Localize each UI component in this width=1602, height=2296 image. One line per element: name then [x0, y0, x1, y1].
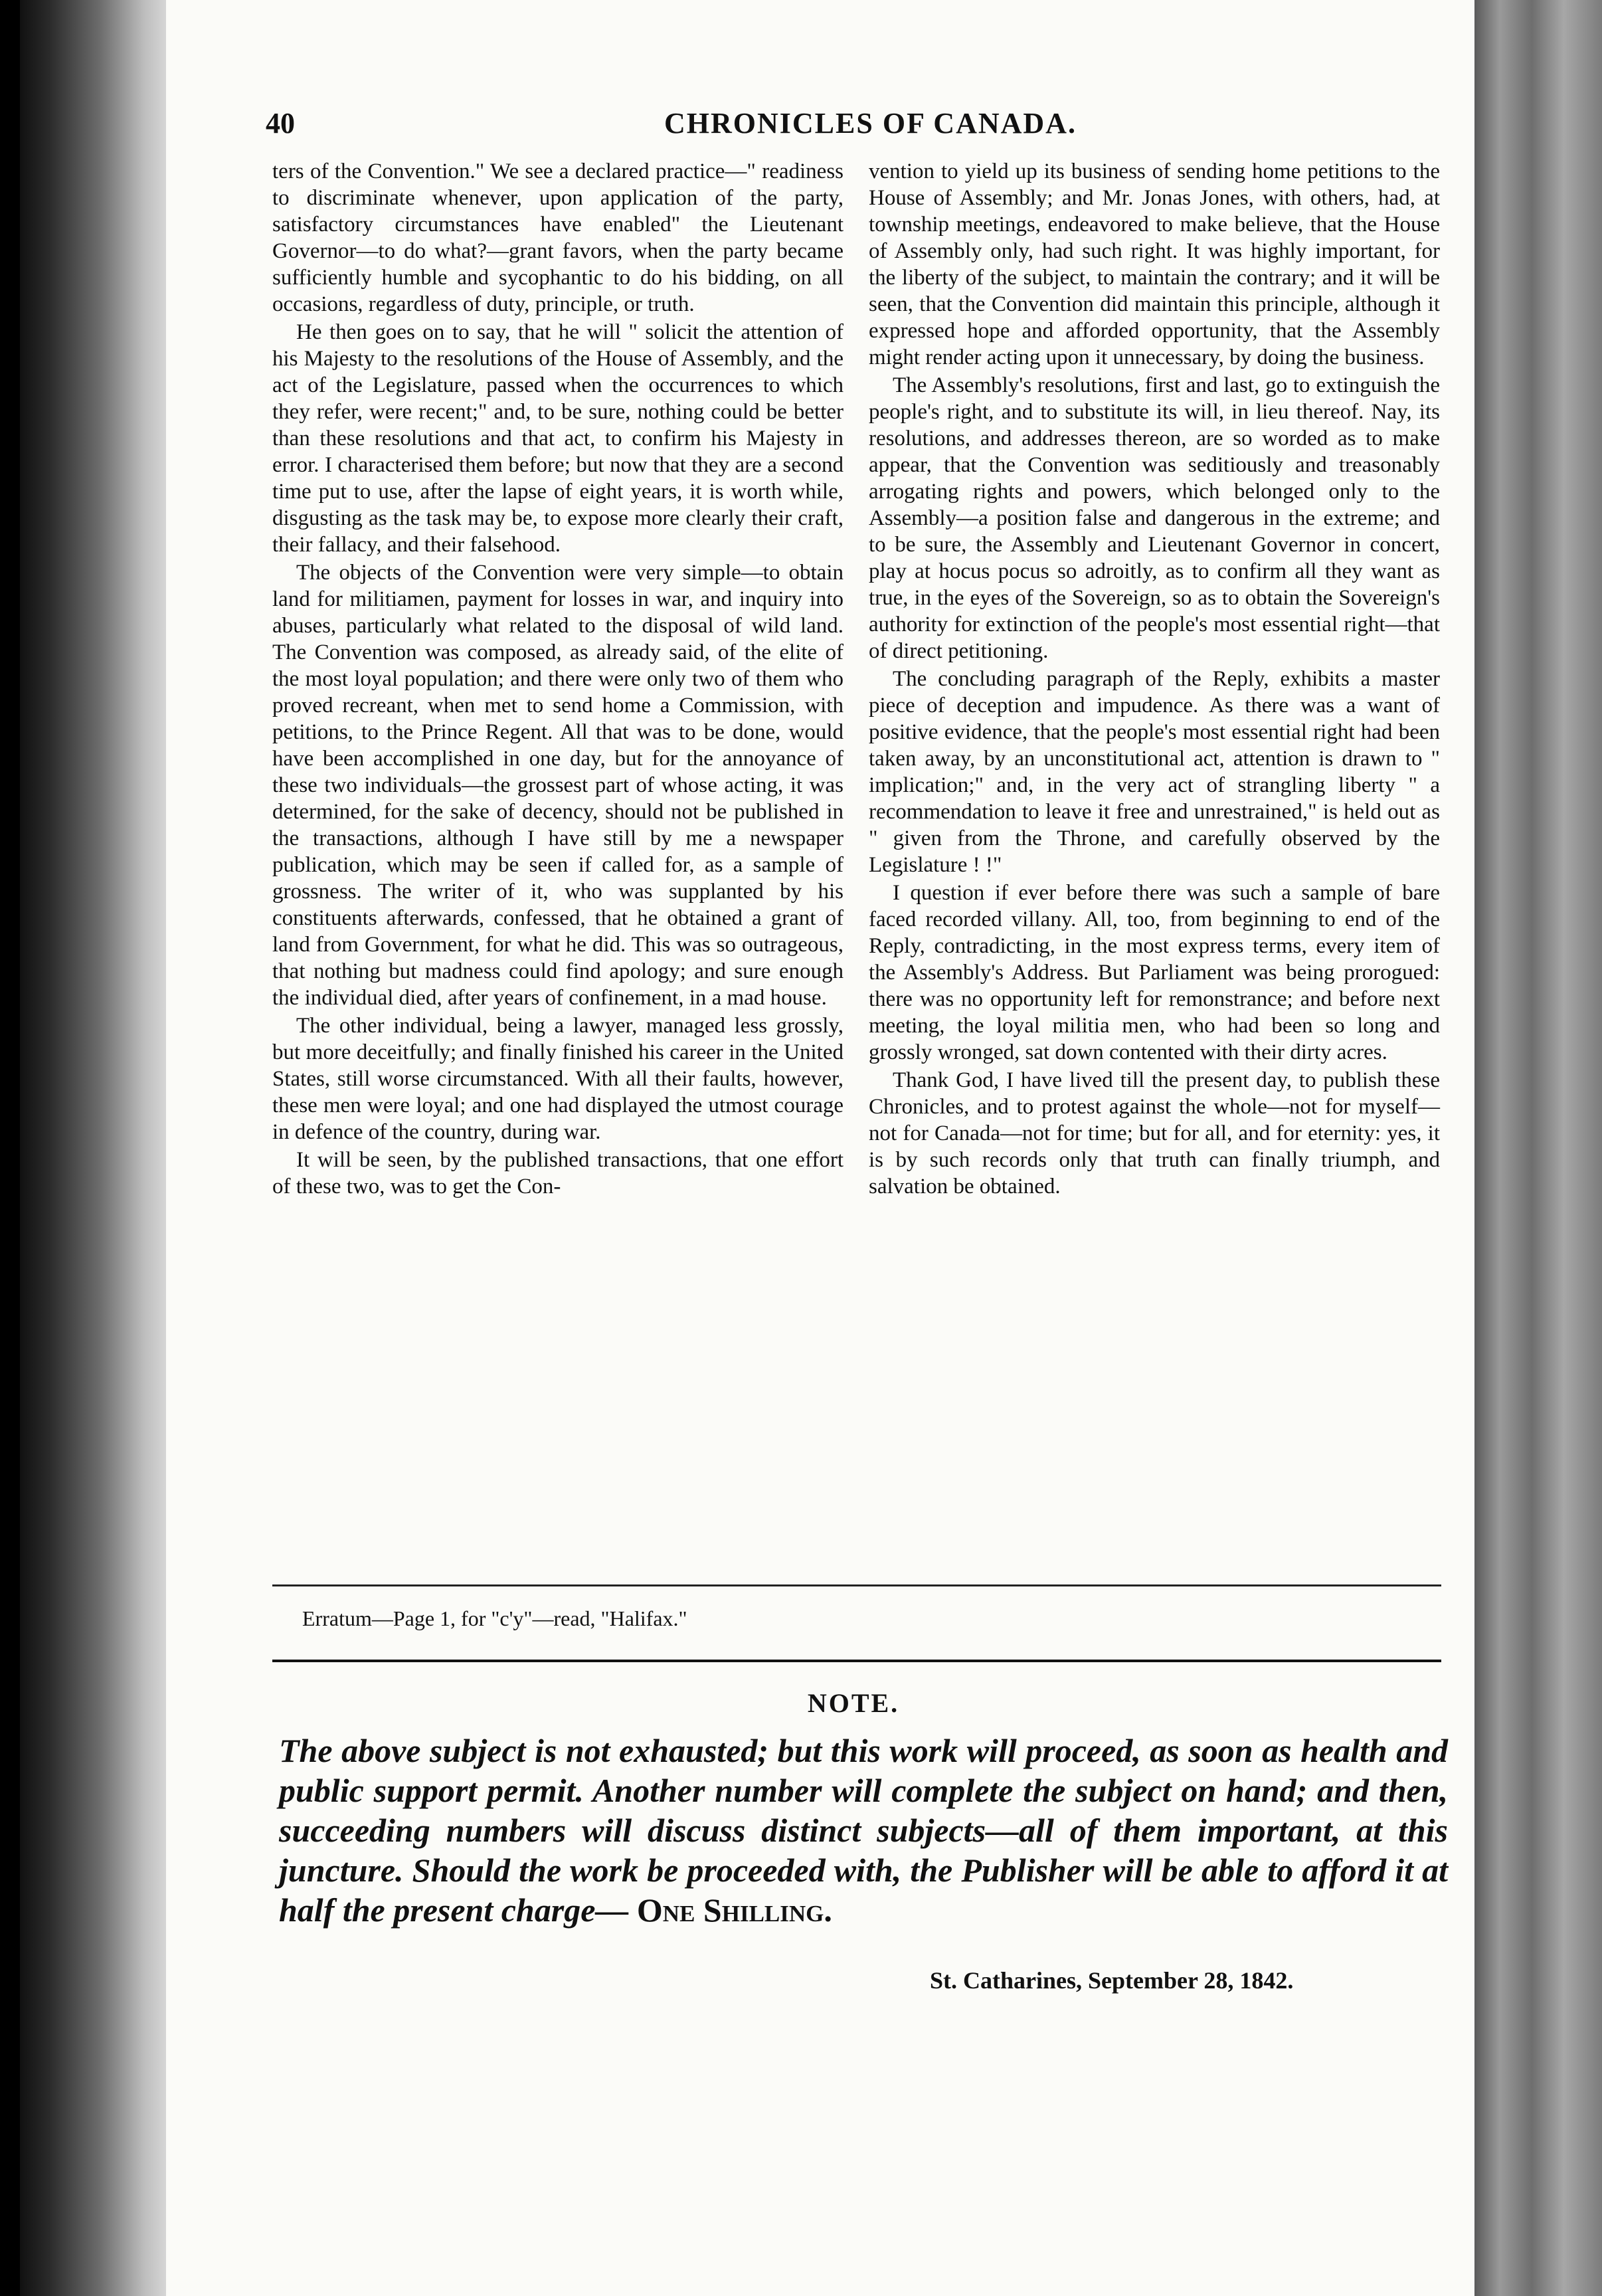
right-paragraph-3: The concluding paragraph of the Reply, exhibits a master piece of deception and impudence. As there was a want of positive evidence, that the people's most essential right had been taken away, by an unconstitutional act, attention is drawn to " implication;" and, in the very act of strangling liberty " a recommendation to leave it free and unrestrained," is held out as " given from the Throne, and carefully observed by the Legislature ! !"	[869, 667, 1440, 877]
signoff-place-date: St. Catharines, September 28, 1842.	[930, 1967, 1294, 1994]
book-binding-edge	[20, 0, 166, 2296]
divider-rule-thick	[272, 1660, 1441, 1662]
erratum-line: Erratum—Page 1, for "c'y"—read, "Halifax."	[302, 1606, 687, 1630]
divider-rule	[272, 1584, 1441, 1586]
right-paragraph-2: The Assembly's resolutions, first and last, go to extinguish the people's right, and to substitute its will, in lieu thereof. Nay, its resolutions, and addresses thereon, are so worded as to make appear, that the Convention was seditiously and treasonably arrogating rights and powers, which belonged only to the Assembly—a position false and dangerous in the extreme; and to be sure, the Assembly and Lieutenant Governor in concert, play at hocus pocus so adroitly, as to confirm all they want as true, in the eyes of the Sovereign, so as to obtain the Sovereign's authority for extinction of the people's most essential right—that of direct petitioning.	[869, 373, 1440, 663]
note-heading: NOTE.	[807, 1688, 900, 1718]
scan-right-margin	[1474, 0, 1602, 2296]
note-body	[279, 1731, 1448, 1930]
right-paragraph-4: I question if ever before there was such a sample of bare faced recorded villany. All, too, from beginning to end of the Reply, contradicting, in the most express terms, every item of the Assembly's Address. But Parliament was being prorogued: there was no opportunity left for remonstrance; and before next meeting, the loyal militia men, who had been so long and grossly wronged, sat down contented with their dirty acres.	[869, 881, 1440, 1064]
left-paragraph-1: ters of the Convention." We see a declared practice—" readiness to discriminate whenever, upon application of the party, satisfactory circumstances have enabled" the Lieutenant Governor—to do what?—grant favors, when the party became sufficiently humble and sycophantic to do his bidding, on all occasions, regardless of duty, principle, or truth.	[272, 159, 844, 316]
right-column	[869, 158, 1440, 1201]
right-paragraph-1: vention to yield up its business of sending home petitions to the House of Assembly; and Mr. Jonas Jones, with others, had, at township meetings, endeavored to make believe, that the House of Assembly only, had such right. It was highly important, for the liberty of the subject, to maintain the contrary; and it will be seen, that the Convention did maintain this principle, although it expressed hope and afforded opportunity, that the Assembly might render acting upon it unnecessary, by doing the business.	[869, 159, 1440, 369]
left-column	[272, 158, 844, 1201]
page-number: 40	[266, 107, 295, 140]
note-price: One Shilling.	[636, 1891, 832, 1929]
running-header	[266, 106, 1441, 146]
right-paragraph-5: Thank God, I have lived till the present day, to publish these Chronicles, and to protest against the whole—not for myself—not for Canada—not for time; but for all, and for eternity: yes, it is by such records only that truth can finally triumph, and salvation be obtained.	[869, 1068, 1440, 1198]
left-paragraph-2: He then goes on to say, that he will " solicit the attention of his Majesty to the resolutions of the House of Assembly, and the act of the Legislature, passed when the occurrences to which they refer, were recent;" and, to be sure, nothing could be better than these resolutions and that act, to confirm his Majesty in error. I characterised them before; but now that they are a second time put to use, after the lapse of eight years, it is worth while, disgusting as the task may be, to expose more clearly their craft, their fallacy, and their falsehood.	[272, 320, 844, 557]
left-paragraph-5: It will be seen, by the published transactions, that one effort of these two, was to get the Con-	[272, 1148, 844, 1198]
running-title: CHRONICLES OF CANADA.	[664, 107, 1077, 140]
note-text: The above subject is not exhausted; but this work will proceed, as soon as health and public support permit. Another number will complete the subject on hand; and then, succeeding numbers will discuss distinct subjects—all of them important, at this juncture. Should the work be proceeded with, the Publisher will be able to afford it at half the present charge—	[279, 1732, 1448, 1929]
left-paragraph-4: The other individual, being a lawyer, managed less grossly, but more deceitfully; and finally finished his career in the United States, still worse circumstanced. With all their faults, however, these men were loyal; and one had displayed the utmost courage in defence of the country, during war.	[272, 1014, 844, 1144]
left-paragraph-3: The objects of the Convention were very simple—to obtain land for militiamen, payment for losses in war, and inquiry into abuses, particularly what related to the disposal of wild land. The Convention was composed, as already said, of the elite of the most loyal population; and there were only two of them who proved recreant, when met to send home a Commission, with petitions, to the Prince Regent. All that was to be done, would have been accomplished in one day, but for the annoyance of these two individuals—the grossest part of whose acting, it was determined, for the sake of decency, should not be published in the transactions, although I have still by me a newspaper publication, which may be seen if called for, as a sample of grossness. The writer of it, who was supplanted by his constituents afterwards, confessed, that he obtained a grant of land from Government, for what he did. This was so outrageous, that nothing but madness could find apology; and sure enough the individual died, after years of confinement, in a mad house.	[272, 561, 844, 1010]
